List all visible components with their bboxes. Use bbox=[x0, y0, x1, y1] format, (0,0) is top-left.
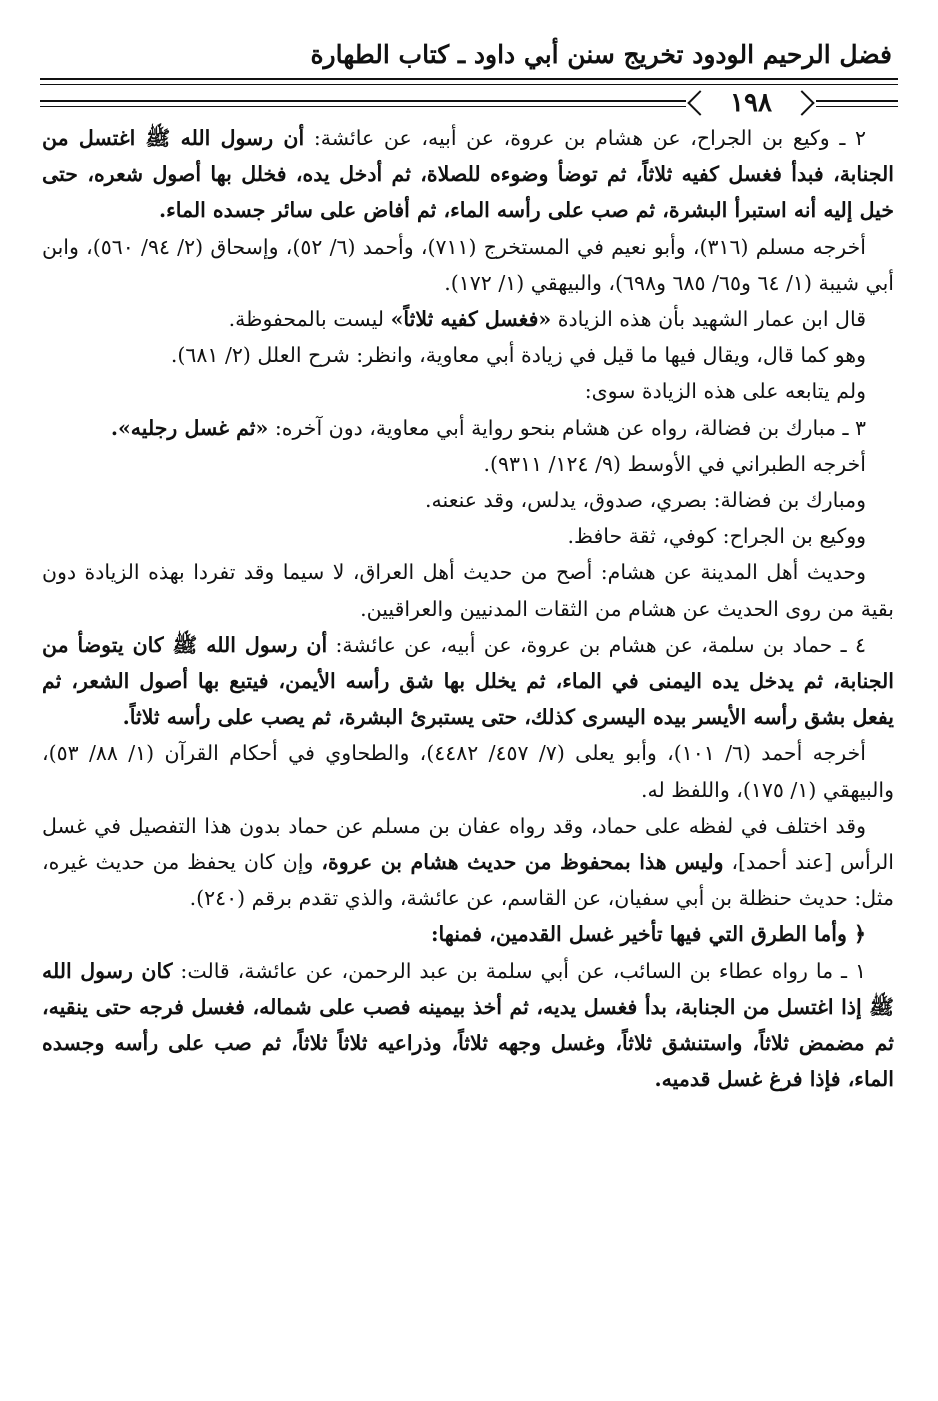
text-run: ووكيع بن الجراح: كوفي، ثقة حافظ. bbox=[567, 524, 866, 549]
header-rule-right-thin bbox=[816, 106, 898, 107]
text-run: ٢ ـ وكيع بن الجراح، عن هشام بن عروة، عن أبيه، عن عائشة: bbox=[304, 126, 866, 150]
paragraph bbox=[42, 301, 894, 337]
paragraph bbox=[42, 410, 894, 446]
text-run: وحديث أهل المدينة عن هشام: أصح من حديث أهل العراق، لا سيما وقد تفردا بهذه الزيادة دون بقية من روى الحديث عن هشام من الثقات المدنيين والعراقيين. bbox=[42, 560, 894, 621]
paragraph bbox=[42, 446, 894, 482]
page-body bbox=[42, 120, 894, 1097]
paragraph bbox=[42, 337, 894, 373]
paragraph bbox=[42, 554, 894, 626]
paragraph bbox=[42, 120, 894, 229]
text-run: أخرجه الطبراني في الأوسط (٩/ ١٢٤/ ٩٣١١). bbox=[483, 451, 866, 476]
text-run: أخرجه أحمد (٦/ ١٠١)، وأبو يعلى (٧/ ٤٥٧/ ٤٤٨٢)، والطحاوي في أحكام القرآن (١/ ٨٨/ ٥٣)، والبيهقي (١/ ١٧٥)، واللفظ له. bbox=[42, 741, 894, 802]
paragraph bbox=[42, 229, 894, 301]
page-number: ١٩٨ bbox=[688, 88, 814, 118]
header-rule-top-thin bbox=[40, 84, 898, 85]
text-run: وإن كان يحفظ من حديث غيره، مثل: حديث حنظلة بن أبي سفيان، عن القاسم، عن عائشة، والذي تقدم برقم (٢٤٠). bbox=[42, 850, 894, 911]
paragraph bbox=[42, 373, 894, 409]
text-run: ليست بالمحفوظة. bbox=[228, 307, 391, 332]
bold-text-run: أن رسول الله ﷺ اغتسل من الجنابة، فبدأ فغسل كفيه ثلاثاً، ثم توضأ وضوءه للصلاة، ثم أدخل يده، فخلل بها أصول شعره، حتى خيل إليه أنه استبرأ البشرة، ثم صب على رأسه الماء، ثم أفاض على سائر جسده الماء. bbox=[42, 126, 894, 223]
text-run: ١ ـ ما رواه عطاء بن السائب، عن أبي سلمة بن عبد الرحمن، عن عائشة، قالت: bbox=[172, 958, 866, 983]
bold-text-run: أن رسول الله ﷺ كان يتوضأ من الجنابة، ثم يدخل يده اليمنى في الماء، ثم يخلل بها شق رأسه الأيمن، فيتبع بها أصول الشعر، ثم يفعل بشق رأسه الأيسر بيده اليسرى كذلك، حتى يستبرئ البشرة، ثم يصب على رأسه ثلاثاً. bbox=[42, 632, 894, 730]
header-rule-top bbox=[40, 78, 898, 80]
book-page bbox=[40, 0, 898, 1401]
text-run: قال ابن عمار الشهيد بأن هذه الزيادة bbox=[551, 307, 866, 332]
bold-text-run: ﴿ وأما الطرق التي فيها تأخير غسل القدمين، فمنها: bbox=[430, 922, 866, 947]
header-rule-left-thin bbox=[40, 106, 686, 107]
bold-text-run: وليس هذا بمحفوظ من حديث هشام بن عروة، bbox=[321, 850, 724, 875]
paragraph bbox=[42, 518, 894, 554]
section-heading bbox=[42, 916, 894, 952]
bold-text-run: كان رسول الله ﷺ إذا اغتسل من الجنابة، بدأ فغسل يديه، ثم أخذ بيمينه فصب على شماله، فغسل فرجه حتى ينقيه، ثم مضمض ثلاثاً، واستنشق ثلاثاً، وغسل وجهه ثلاثاً، وذراعيه ثلاثاً ثلاثاً، ثم صب على رأسه وجسده الماء، فإذا فرغ غسل قدميه. bbox=[42, 958, 894, 1092]
bold-text-run: «ثم غسل رجليه». bbox=[110, 415, 269, 440]
paragraph bbox=[42, 808, 894, 917]
header-rule-left bbox=[40, 100, 686, 102]
paragraph bbox=[42, 735, 894, 807]
header-rule-right bbox=[816, 100, 898, 102]
text-run: ومبارك بن فضالة: بصري، صدوق، يدلس، وقد عنعنه. bbox=[425, 488, 866, 513]
text-run: ٣ ـ مبارك بن فضالة، رواه عن هشام بنحو رواية أبي معاوية، دون آخره: bbox=[268, 415, 866, 440]
running-title: فضل الرحيم الودود تخريج سنن أبي داود ـ كتاب الطهارة bbox=[310, 40, 892, 69]
bold-text-run: «فغسل كفيه ثلاثاً» bbox=[390, 307, 552, 332]
text-run: ٤ ـ حماد بن سلمة، عن هشام بن عروة، عن أبيه، عن عائشة: bbox=[327, 632, 866, 657]
page-header bbox=[40, 34, 898, 118]
text-run: أخرجه مسلم (٣١٦)، وأبو نعيم في المستخرج (٧١١)، وأحمد (٦/ ٥٢)، وإسحاق (٢/ ٩٤/ ٥٦٠)، وابن أبي شيبة (١/ ٦٤ و٦٥/ ٦٨٥ و٦٩٨)، والبيهقي (١/ ١٧٢). bbox=[42, 234, 894, 295]
text-run: ولم يتابعه على هذه الزيادة سوى: bbox=[584, 379, 866, 404]
paragraph bbox=[42, 953, 894, 1098]
paragraph bbox=[42, 482, 894, 518]
paragraph bbox=[42, 627, 894, 736]
text-run: وهو كما قال، ويقال فيها ما قيل في زيادة أبي معاوية، وانظر: شرح العلل (٢/ ٦٨١). bbox=[170, 343, 866, 368]
text-run: وقد اختلف في لفظه على حماد، وقد رواه عفان بن مسلم عن حماد بدون هذا التفصيل في غسل الرأس [عند أحمد]، bbox=[42, 813, 895, 875]
